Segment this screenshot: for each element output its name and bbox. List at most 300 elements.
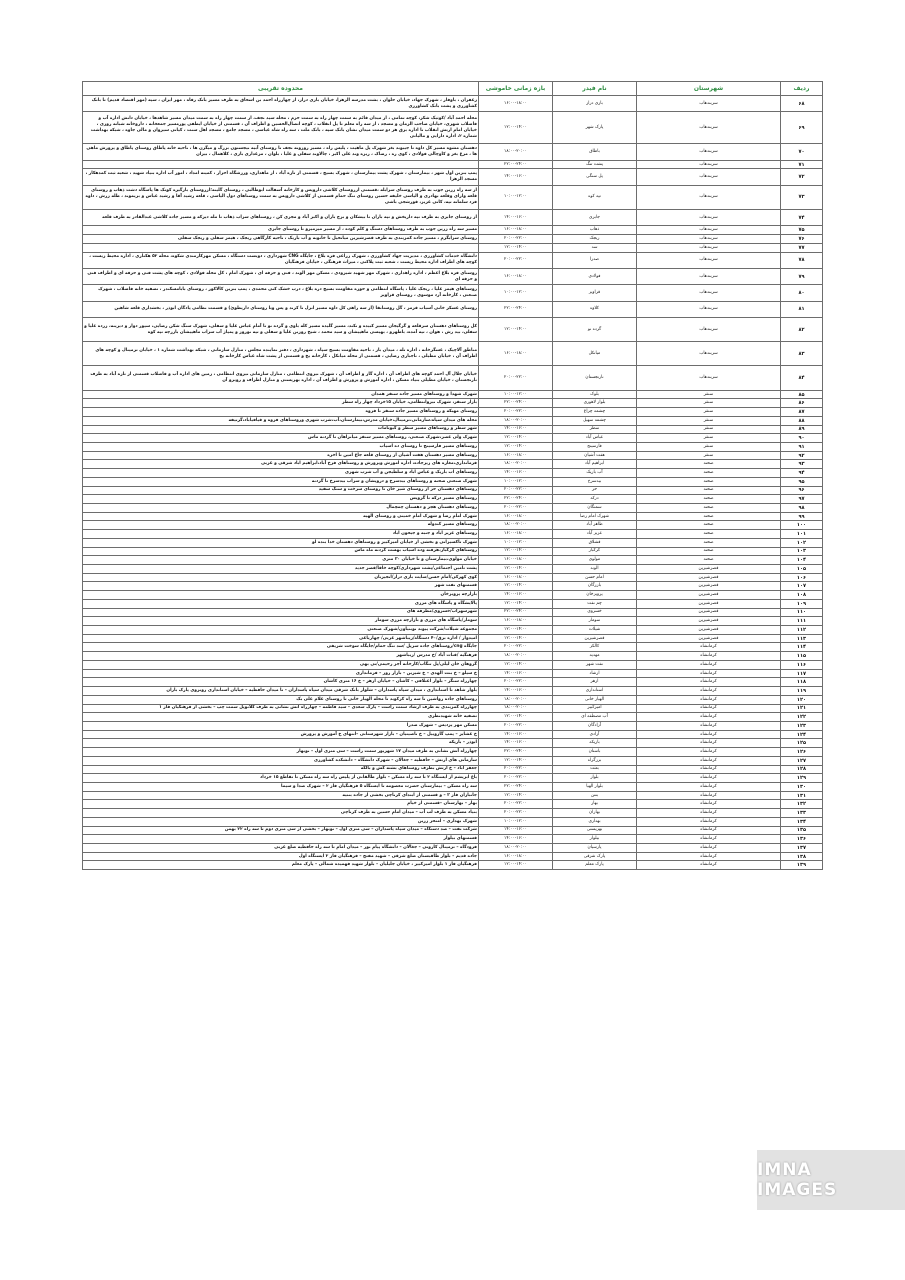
table-row — [83, 844, 823, 853]
feeder-cell: پشت تنگ — [553, 160, 637, 169]
area-cell: شهرک صنعتی صحنه و روستاهای بیدسرخ و دروپشان و سراب بیدسرخ تا گردنه — [83, 477, 479, 486]
row-number-cell: ۹۹ — [781, 512, 823, 521]
area-cell: خیابان مولوی،بیمارستان و تا خیابان ۳۰ متری — [83, 556, 479, 565]
row-number-cell: ۱۲۹ — [781, 774, 823, 783]
header-city: شهرستان — [637, 82, 781, 96]
time-window-cell: ۱۰:۰۰-۱۲:۰۰ — [479, 538, 553, 547]
city-cell: صحنه — [637, 495, 781, 504]
row-number-cell: ۹۴ — [781, 469, 823, 478]
area-cell: روستای عسکر خانی آسیاب قرمز ، گل روستانقا (از سه راهی کل داوه مسیر انزل تا کرند و پس وتا روستای داریطوئ) و قسمت نظامی پادگان ابوذر ، بخشداری قلعه شاهین — [83, 301, 479, 317]
row-number-cell: ۶۸ — [781, 96, 823, 112]
feeder-cell: سطر — [553, 425, 637, 434]
table-row — [83, 268, 823, 284]
table-row — [83, 301, 823, 317]
time-window-cell: ۱۲:۰۰-۱۴:۰۰ — [479, 434, 553, 443]
feeder-cell: الهیار خانی — [553, 695, 637, 704]
area-cell: مسکن مهر پردیس – شهرک صدرا — [83, 721, 479, 730]
feeder-cell: صدرا — [553, 252, 637, 268]
table-row — [83, 169, 823, 185]
table-row — [83, 112, 823, 144]
area-cell: جاده قدیم – بلوار طاقبستان ضلع شرقی – شهید مفتح – فرهنگیان فاز ۲ ایستگاه اول — [83, 852, 479, 861]
area-cell: روستای سرابگرم ، مسیر جاده کمربندی به طرف قصرشیرین میانحیل تا خانونه و آب باریک ، ناحیه کارگاهی ریجک ، هیمر سفلی و ریجک سفلی — [83, 235, 479, 244]
table-row — [83, 713, 823, 722]
city-cell: کرمانشاه — [637, 748, 781, 757]
feeder-cell: باریکه — [553, 739, 637, 748]
table-row — [83, 565, 823, 574]
city-cell: کرمانشاه — [637, 861, 781, 870]
table-row — [83, 652, 823, 661]
feeder-cell: آب باریک — [553, 469, 637, 478]
table-row — [83, 486, 823, 495]
area-cell: فرهنگیان فاز ۱ بلوار امیرکبیر ، خیابان جلیلیان – بلوار شهید فهمیده شمالی – پارک معلم — [83, 861, 479, 870]
feeder-cell: پارک معلم — [553, 861, 637, 870]
area-cell: دانشگاه خدمات کشاورزی ، مدیریت جهاد کشاورزی ، شهرک زراعی فره بلاغ ، جایگاه CNG شهرداری ، دوبست دستگاه ، مسکن مهرکارمندی شکوه، محله ۵۲ هکتاری ، اداره محیط زیست ، کوچه های اطراف اداره محیط زیست ، شعبه ثبت پلاکتی ، میراث فرهنگی ، خیابان فرهنگیان — [83, 252, 479, 268]
row-number-cell: ۸۴ — [781, 366, 823, 390]
row-number-cell: ۱۱۲ — [781, 626, 823, 635]
city-cell: صحنه — [637, 460, 781, 469]
area-cell: از سه راه زرین جوب به طرف روستای سرابله ،قسمتی ازروستای کلاشی داروپس و کارخانه آسفالت ابوطالبی ، روستای گلینه؛ازروستای بازگیره کوتک ها پاسگاه دشت ذهاب و روستای قلعه وارای وقلعه بهادری و الیاسی خلیفه حسین روستای تنگ حمام قسمتی از کلاشی داروپس به سمت روستاهای دول الیاسی ، قلعه رشید آقا و رشید عباس و بریموند ، طله زرش ، داوه فرد سلمانه تپه، کانی عزیز، قورشجی باشی — [83, 185, 479, 209]
row-number-cell: ۱۱۹ — [781, 687, 823, 696]
feeder-cell: خسروی — [553, 608, 637, 617]
table-row — [83, 748, 823, 757]
feeder-cell: هفت آشیان — [553, 451, 637, 460]
header-row-number: ردیف — [781, 82, 823, 96]
header-feeder: نام فیدر — [553, 82, 637, 96]
row-number-cell: ۱۱۷ — [781, 669, 823, 678]
time-window-cell: ۲۰:۰۰-۲۲:۰۰ — [479, 800, 553, 809]
feeder-cell: قشلاق — [553, 538, 637, 547]
city-cell: قصرشیرین — [637, 617, 781, 626]
city-cell: سربندهاب — [637, 318, 781, 342]
city-cell: کرمانشاه — [637, 835, 781, 844]
area-cell: جانبازان فاز ۳ – و قسمتی از ابتدای کرناچی بخشی از جاده بنتیه — [83, 791, 479, 800]
area-cell: شهرک ولی عصر،شهرک صنعتی، روستاهای مسیر سنقر میانراهان تا گردنه ماس — [83, 434, 479, 443]
area-cell: زعفران ، باوفار ، شهرک جهاد، خیابان حلوان ، بشت مدرسه الزهرا، خیابان بازی دراز، از چهارراه احمد بن اسحاق به طرف مسیر بانک رفاه ، مهر ایران ، سپه (مهر اقتصاد قدیم) تا بانک کشاورزی و پشت بانک کشاورزی — [83, 96, 479, 112]
table-body — [83, 96, 823, 870]
area-cell: پالایشگاه و پاسگاه های مرزی — [83, 599, 479, 608]
area-cell: چهارراه آتش نشانی به طرف میدان ۱۷ شهریور سمت راست – سی متری اول – نوبهار — [83, 748, 479, 757]
city-cell: قصرشیرین — [637, 591, 781, 600]
table-row — [83, 800, 823, 809]
city-cell: صحنه — [637, 556, 781, 565]
time-window-cell: ۱۲:۰۰-۱۴:۰۰ — [479, 599, 553, 608]
city-cell: سربندهاب — [637, 243, 781, 252]
table-row — [83, 318, 823, 342]
time-window-cell: ۱۸:۰۰-۲۰:۰۰ — [479, 844, 553, 853]
row-number-cell: ۸۵ — [781, 390, 823, 399]
area-cell: کوی کهرکی/امام حسن/سایت بازی دراز/انجیربان — [83, 573, 479, 582]
time-window-cell: ۲۲:۰۰-۲۴:۰۰ — [479, 608, 553, 617]
feeder-cell: میانکل — [553, 342, 637, 366]
row-number-cell: ۱۳۵ — [781, 826, 823, 835]
area-cell: روستاهای مسیر کندوله — [83, 521, 479, 530]
area-cell — [83, 243, 479, 252]
city-cell: صحنه — [637, 503, 781, 512]
area-cell: فرودگاه – ترمینال کارونی – جغالان – دانشگاه پیام نور – میدان امام تا سه راه حافظیه ضلع غربی — [83, 844, 479, 853]
row-number-cell: ۱۳۸ — [781, 852, 823, 861]
area-cell: روستاهای دهستان هجر و دهستان چمچمال — [83, 503, 479, 512]
row-number-cell: ۷۳ — [781, 185, 823, 209]
time-window-cell: ۱۸:۰۰-۲۰:۰۰ — [479, 704, 553, 713]
row-number-cell: ۸۲ — [781, 318, 823, 342]
table-row — [83, 626, 823, 635]
time-window-cell: ۱۲:۰۰-۱۴:۰۰ — [479, 582, 553, 591]
row-number-cell: ۷۹ — [781, 268, 823, 284]
time-window-cell: ۱۲:۰۰-۱۴:۰۰ — [479, 791, 553, 800]
feeder-cell: عزیز آباد — [553, 530, 637, 539]
row-number-cell: ۷۱ — [781, 160, 823, 169]
time-window-cell: ۱۴:۰۰-۱۶:۰۰ — [479, 169, 553, 185]
feeder-cell: بازرگان — [553, 582, 637, 591]
row-number-cell: ۱۰۹ — [781, 599, 823, 608]
row-number-cell: ۹۷ — [781, 495, 823, 504]
row-number-cell: ۷۷ — [781, 243, 823, 252]
feeder-cell: بیدسرخ — [553, 477, 637, 486]
table-row — [83, 669, 823, 678]
feeder-cell: بلوک — [553, 390, 637, 399]
time-window-cell: ۲۰:۰۰-۲۲:۰۰ — [479, 809, 553, 818]
row-number-cell: ۹۳ — [781, 460, 823, 469]
row-number-cell: ۱۲۸ — [781, 765, 823, 774]
city-cell: سربندهاب — [637, 252, 781, 268]
time-window-cell: ۲۰:۰۰-۲۲:۰۰ — [479, 235, 553, 244]
city-cell: کرمانشاه — [637, 852, 781, 861]
time-window-cell: ۱۸:۰۰-۲۰:۰۰ — [479, 652, 553, 661]
feeder-cell: الوند — [553, 565, 637, 574]
time-window-cell: ۲۲:۰۰-۲۴:۰۰ — [479, 160, 553, 169]
feeder-cell: بنتن — [553, 791, 637, 800]
row-number-cell: ۱۳۱ — [781, 791, 823, 800]
feeder-cell: شهرک امام رضا — [553, 512, 637, 521]
table-row — [83, 512, 823, 521]
time-window-cell: ۲۲:۰۰-۲۴:۰۰ — [479, 399, 553, 408]
time-window-cell: ۲۰:۰۰-۲۲:۰۰ — [479, 503, 553, 512]
table-row — [83, 547, 823, 556]
time-window-cell: ۱۰:۰۰-۱۲:۰۰ — [479, 285, 553, 301]
row-number-cell: ۱۲۵ — [781, 739, 823, 748]
area-cell: خ عشایر – پمپ گازوییل – خ ناصیتیان – بازار شهرستانی –انتهای خ آموزش و پرورش — [83, 730, 479, 739]
table-row — [83, 185, 823, 209]
city-cell: سربندهاب — [637, 301, 781, 317]
header-time-window: بازه زمانی خاموشی — [479, 82, 553, 96]
feeder-cell: پرویزخان — [553, 591, 637, 600]
feeder-cell: برزگراه — [553, 756, 637, 765]
feeder-cell: امیرکبیر — [553, 704, 637, 713]
table-row — [83, 538, 823, 547]
area-cell: خیابان جلال آل احمد کوچه های اطراف آن ، اداره گاز و اطراف آن ، شهرک نیروی انتظامی ، منازل سازمانی نیروی انتظامی ، زمین های اداره آب و فاضلاب قسمتی از تازه آباد به طرف نارنجستان ، خیابان مطیلی بنیاد مسکن ، اداره آموزش و پرورش و اطراف آن ، اداره بهزیستی و منازل اطراف و روبرو آن — [83, 366, 479, 390]
table-row — [83, 835, 823, 844]
city-cell: صحنه — [637, 469, 781, 478]
feeder-cell: مولوی — [553, 556, 637, 565]
table-row — [83, 495, 823, 504]
feeder-cell: سمنگان — [553, 503, 637, 512]
city-cell: کرمانشاه — [637, 730, 781, 739]
time-window-cell: ۱۰:۰۰-۱۲:۰۰ — [479, 817, 553, 826]
time-window-cell: ۱۴:۰۰-۱۶:۰۰ — [479, 739, 553, 748]
area-cell: خ سیلو – خ بنت الهدی – خ شیرین – بازار روز – فرمانداری — [83, 669, 479, 678]
row-number-cell: ۱۰۴ — [781, 556, 823, 565]
area-cell: کل روستاهای دهستان سرقلعه و گرگیجان مسیر کبیده و نکند، مسیر گلیده مسیر کله باوی و گرده نو تا آمام عباس علیا و سفلی، شهرک سنگ شکن رضایی، سپور دوار و دیرینه، زرده علیا و سفلی، بید رش ، هوان ، تپه آمده، باطهرو ، بهیسی ماهپیشان و سید محمد ، شیخ روزبن علیا و سفلی و تپه نوروز و پمپاژ آب سراب ماهپیشان بازرچه تپه کوه — [83, 318, 479, 342]
city-cell: کرمانشاه — [637, 826, 781, 835]
city-cell: کرمانشاه — [637, 800, 781, 809]
row-number-cell: ۱۲۲ — [781, 713, 823, 722]
feeder-cell: باطاق — [553, 144, 637, 160]
row-number-cell: ۱۰۷ — [781, 582, 823, 591]
row-number-cell: ۱۳۴ — [781, 817, 823, 826]
table-row — [83, 366, 823, 390]
city-cell: سنقر — [637, 408, 781, 417]
time-window-cell: ۲۲:۰۰-۲۴:۰۰ — [479, 301, 553, 317]
table-row — [83, 756, 823, 765]
city-cell: سربندهاب — [637, 209, 781, 225]
table-row — [83, 721, 823, 730]
city-cell: سربندهاب — [637, 112, 781, 144]
table-row — [83, 704, 823, 713]
area-cell: چهارراه سنگر – بلوار اعتلافی – کاشان – خیابان ازهر – خ ۱۶ متری کاشان — [83, 678, 479, 687]
row-number-cell: ۸۷ — [781, 408, 823, 417]
feeder-cell: حر — [553, 486, 637, 495]
time-window-cell: ۱۲:۰۰-۱۴:۰۰ — [479, 547, 553, 556]
feeder-cell: بهاران — [553, 809, 637, 818]
city-cell: کرمانشاه — [637, 791, 781, 800]
area-cell: بلوار شاهد تا استانداری ، میدان سپاه پاسداران – شلوار بانک شرقی میدان سپاه پاسداران – تا میدان حافظیه – خیابان استانداری روبروی پارک باران — [83, 687, 479, 696]
row-number-cell: ۸۳ — [781, 342, 823, 366]
area-cell: تصفیه خانه شهیدنظری — [83, 713, 479, 722]
area-cell: مسیر سه راه زرین جوب به طرف روستاهای دستگ و کلم کوده ، از مسیر میرمیرو تا روستای جابری — [83, 226, 479, 235]
area-cell: گروهان خان لیلی/پل تنگاب/کارخانه آجر رحیمی/نی بهی — [83, 660, 479, 669]
feeder-cell: ریجک — [553, 235, 637, 244]
table-row — [83, 730, 823, 739]
row-number-cell: ۱۱۵ — [781, 652, 823, 661]
time-window-cell: ۱۶:۰۰-۱۸:۰۰ — [479, 617, 553, 626]
row-number-cell: ۹۵ — [781, 477, 823, 486]
table-row — [83, 530, 823, 539]
table-row — [83, 390, 823, 399]
city-cell: کرمانشاه — [637, 669, 781, 678]
time-window-cell: ۱۴:۰۰-۱۶:۰۰ — [479, 730, 553, 739]
city-cell: سربندهاب — [637, 96, 781, 112]
header-area: محدوده تقریبی — [83, 82, 479, 96]
area-cell: شهر سطر و روستاهای مسیر سطر و کیوتامات — [83, 425, 479, 434]
city-cell: کرمانشاه — [637, 774, 781, 783]
table-row — [83, 425, 823, 434]
area-cell: روستای مهبکه و روستاهای مسیر جاده سنقر تا فروه — [83, 408, 479, 417]
row-number-cell: ۸۸ — [781, 416, 823, 425]
city-cell: سربندهاب — [637, 226, 781, 235]
row-number-cell: ۱۲۰ — [781, 695, 823, 704]
area-cell: روستای فره بلاغ اعظم ، اداره راهداری ، شهرک مهر شهید شیرودی ، مسکن مهر الوند ، فنی و حرفه ای ، شهرک امام ، کل محله فولادی ، کوچه های پشت فنی و حرفه ای و اطراف فنی و حرفه ای — [83, 268, 479, 284]
city-cell: سربندهاب — [637, 235, 781, 244]
row-number-cell: ۱۰۸ — [781, 591, 823, 600]
table-row — [83, 209, 823, 225]
city-cell: قصرشیرین — [637, 565, 781, 574]
area-cell: روستاهای عزیز اباد و جنبه و جیحون اباد — [83, 530, 479, 539]
time-window-cell: ۱۲:۰۰-۱۴:۰۰ — [479, 756, 553, 765]
city-cell: سربندهاب — [637, 169, 781, 185]
table-row — [83, 434, 823, 443]
time-window-cell: ۲۰:۰۰-۲۲:۰۰ — [479, 678, 553, 687]
table-row — [83, 852, 823, 861]
row-number-cell: ۷۰ — [781, 144, 823, 160]
area-cell: روستاهای مسیر درکه تا گرویس — [83, 495, 479, 504]
row-number-cell: ۱۳۰ — [781, 782, 823, 791]
city-cell: قصرشیرین — [637, 626, 781, 635]
city-cell: کرمانشاه — [637, 687, 781, 696]
table-header-row — [83, 82, 823, 96]
city-cell: قصرشیرین — [637, 573, 781, 582]
watermark-text: IMNA IMAGES — [757, 1160, 838, 1200]
city-cell: کرمانشاه — [637, 678, 781, 687]
area-cell: روستاهای مسیر فارسینج تا روستای ده اسیاب — [83, 442, 479, 451]
time-window-cell: ۱۶:۰۰-۱۸:۰۰ — [479, 451, 553, 460]
city-cell: قصرشیرین — [637, 599, 781, 608]
table-row — [83, 678, 823, 687]
city-cell: قصرشیرین — [637, 608, 781, 617]
time-window-cell: ۱۴:۰۰-۱۶:۰۰ — [479, 826, 553, 835]
area-cell: شهرک شهدا و روستاهای مسیر جاده سنقر همدان — [83, 390, 479, 399]
time-window-cell: ۱۲:۰۰-۱۴:۰۰ — [479, 565, 553, 574]
table-row — [83, 144, 823, 160]
city-cell: صحنه — [637, 512, 781, 521]
time-window-cell: ۱۶:۰۰-۱۸:۰۰ — [479, 512, 553, 521]
table-row — [83, 782, 823, 791]
row-number-cell: ۹۲ — [781, 451, 823, 460]
time-window-cell: ۲۰:۰۰-۲۲:۰۰ — [479, 408, 553, 417]
row-number-cell: ۹۰ — [781, 434, 823, 443]
area-cell: شرکت نفت – صد دستگاه – میدان سپاه پاسداران – سی متری اول – نوبهار – بخشی از سی متری دوم تا سه راه ۲۲ بهمن — [83, 826, 479, 835]
table-row — [83, 342, 823, 366]
row-number-cell: ۱۰۲ — [781, 538, 823, 547]
time-window-cell: ۱۲:۰۰-۱۴:۰۰ — [479, 318, 553, 342]
city-cell: کرمانشاه — [637, 704, 781, 713]
time-window-cell: ۱۸:۰۰-۲۰:۰۰ — [479, 695, 553, 704]
row-number-cell: ۱۱۳ — [781, 634, 823, 643]
city-cell: کرمانشاه — [637, 695, 781, 704]
feeder-cell: طاهر آباد — [553, 521, 637, 530]
row-number-cell: ۱۱۱ — [781, 617, 823, 626]
time-window-cell: ۱۴:۰۰-۱۶:۰۰ — [479, 591, 553, 600]
table-row — [83, 660, 823, 669]
city-cell: صحنه — [637, 538, 781, 547]
row-number-cell: ۷۵ — [781, 226, 823, 235]
time-window-cell: ۱۰:۰۰-۱۲:۰۰ — [479, 185, 553, 209]
time-window-cell: ۲۲:۰۰-۲۴:۰۰ — [479, 495, 553, 504]
feeder-cell: ازهر — [553, 678, 637, 687]
area-cell: بازارچه پرویزخان — [83, 591, 479, 600]
area-cell: بنیاد مسکن به طرف لب آب – میدان امام حسین به طرف کرناچی — [83, 809, 479, 818]
table-row — [83, 399, 823, 408]
time-window-cell: ۱۲:۰۰-۱۴:۰۰ — [479, 442, 553, 451]
time-window-cell: ۱۸:۰۰-۲۰:۰۰ — [479, 144, 553, 160]
table-row — [83, 96, 823, 112]
area-cell — [83, 160, 479, 169]
row-number-cell: ۱۰۵ — [781, 565, 823, 574]
feeder-cell: قراویز — [553, 285, 637, 301]
area-cell: شهرک امام رضا و شهرک امام خمینی و روستای الهیه — [83, 512, 479, 521]
city-cell: کرمانشاه — [637, 756, 781, 765]
area-cell: محله احمد آباد /کوثیک شکر، کوچه تمامی ، از میدان قائم به سمت چهار راه به سمت حرم ، محله سید نجف، از سمت چهار راه به سمت میدان مسیر شاهدها ، خیابان دانش اداره آب و فاضلاب شهری، خیابان صاحب الزمان و مسجد ، از سه راه معلم تا پل انقلاب ، کوچه اتصال‌الحسین و اطراف آن ، قسمتی از خیابان ایطفی پورمسیر جمعخانه ، داروخانه شبانه روزی ، خیابان امام ارتش انقلاب تا اداره برق هر دو سمت میدان نشان بانک سپه ، بانک ملت ، سه راه شاه عباسی ، مسجد جامع ، مسجد اهل سنت ، کیانی سیروان و مالی جاوه ، شبکه بهداشت شماره ۲، اداره دارایی و مالیاتی — [83, 112, 479, 144]
city-cell: کرمانشاه — [637, 721, 781, 730]
feeder-cell: آب مصطفه ای — [553, 713, 637, 722]
city-cell: قصرشیرین — [637, 582, 781, 591]
city-cell: صحنه — [637, 530, 781, 539]
feeder-cell: باستان — [553, 748, 637, 757]
time-window-cell: ۲۰:۰۰-۲۲:۰۰ — [479, 774, 553, 783]
row-number-cell: ۸۶ — [781, 399, 823, 408]
city-cell: سنقر — [637, 451, 781, 460]
area-cell: سه راه مسکن – بیمارستان حضرت معصومه تا ایستگاه ۵ فرهنگیان فاز ۲ – شهرک صدا و سیما — [83, 782, 479, 791]
time-window-cell: ۱۲:۰۰-۱۴:۰۰ — [479, 112, 553, 144]
row-number-cell: ۱۱۶ — [781, 660, 823, 669]
feeder-cell: بیلوار — [553, 835, 637, 844]
area-cell: محله های میدان سپاه،سازمانی،ترمینال،خیابان مدرس،بیمارستان،آب،شرب شهری وروستاهای فروه و قیافیاباد،گرتیفه — [83, 416, 479, 425]
city-cell: سنقر — [637, 399, 781, 408]
row-number-cell: ۱۰۳ — [781, 547, 823, 556]
city-cell: سربندهاب — [637, 268, 781, 284]
row-number-cell: ۱۲۴ — [781, 730, 823, 739]
table-row — [83, 235, 823, 244]
time-window-cell: ۱۶:۰۰-۱۸:۰۰ — [479, 573, 553, 582]
table-row — [83, 408, 823, 417]
feeder-cell: کالکز — [553, 643, 637, 652]
feeder-cell: بهار — [553, 800, 637, 809]
city-cell: سربندهاب — [637, 144, 781, 160]
city-cell: کرمانشاه — [637, 782, 781, 791]
feeder-cell: نارنجستان — [553, 366, 637, 390]
time-window-cell: ۲۰:۰۰-۲۲:۰۰ — [479, 765, 553, 774]
area-cell: فرمانداری،مغازه های زیرجاده، اداره اموزش وپرورش و روستاهای فرخ آباد،ابراهیم اباد شرقی و غربی — [83, 460, 479, 469]
row-number-cell: ۷۲ — [781, 169, 823, 185]
time-window-cell: ۲۲:۰۰-۲۴:۰۰ — [479, 748, 553, 757]
city-cell: کرمانشاه — [637, 809, 781, 818]
table-row — [83, 774, 823, 783]
city-cell: صحنه — [637, 486, 781, 495]
time-window-cell: ۱۴:۰۰-۱۶:۰۰ — [479, 209, 553, 225]
row-number-cell: ۱۱۰ — [781, 608, 823, 617]
city-cell: سنقر — [637, 425, 781, 434]
table-row — [83, 503, 823, 512]
time-window-cell: ۱۲:۰۰-۱۴:۰۰ — [479, 634, 553, 643]
time-window-cell: ۲۰:۰۰-۲۲:۰۰ — [479, 366, 553, 390]
area-cell: پشت تامین اجتماعی/پشت شهرداری/کوچه خاقا/قصر جدید — [83, 565, 479, 574]
city-cell: سربندهاب — [637, 160, 781, 169]
row-number-cell: ۱۰۰ — [781, 521, 823, 530]
time-window-cell: ۱۶:۰۰-۱۸:۰۰ — [479, 556, 553, 565]
table-row — [83, 477, 823, 486]
table-row — [83, 416, 823, 425]
time-window-cell: ۱۴:۰۰-۱۶:۰۰ — [479, 469, 553, 478]
time-window-cell: ۱۶:۰۰-۱۸:۰۰ — [479, 96, 553, 112]
city-cell: کرمانشاه — [637, 844, 781, 853]
row-number-cell: ۱۱۸ — [781, 678, 823, 687]
feeder-cell: سومار — [553, 617, 637, 626]
table-row — [83, 809, 823, 818]
feeder-cell: قصرشیرین — [553, 634, 637, 643]
table-row — [83, 451, 823, 460]
row-number-cell: ۱۰۶ — [781, 573, 823, 582]
area-cell: سومار/پاسگاه های مرزی و بازارچه مرزی سومار — [83, 617, 479, 626]
row-number-cell: ۱۱۴ — [781, 643, 823, 652]
table-row — [83, 861, 823, 870]
row-number-cell: ۸۰ — [781, 285, 823, 301]
city-cell: سنقر — [637, 434, 781, 443]
area-cell: باغ ابریشم از ایستگاه ۲ تا سه راه مسکن – بلوار طالقانی از پلیس راه سه راه مسکن تا تقاطع ۱۵ خرداد — [83, 774, 479, 783]
city-cell: کرمانشاه — [637, 739, 781, 748]
time-window-cell: ۲۲:۰۰-۲۴:۰۰ — [479, 782, 553, 791]
time-window-cell: ۱۰:۰۰-۱۲:۰۰ — [479, 477, 553, 486]
area-cell: روستاهای هیمر علیا ، ریجک علیا ، پاسگاه انتظامی و حوزه مقاومت بسیج دره بلاغ ، درب خشک کنی محمدی ، پمپ بنزین کالاکور ، روستای بابامسکندر ، تصفیه خانه فاضلاب ، شهرک صنعتی ، کارخانه آرد موسوی ، روستای قراویز — [83, 285, 479, 301]
feeder-cell: بهزیستی — [553, 826, 637, 835]
